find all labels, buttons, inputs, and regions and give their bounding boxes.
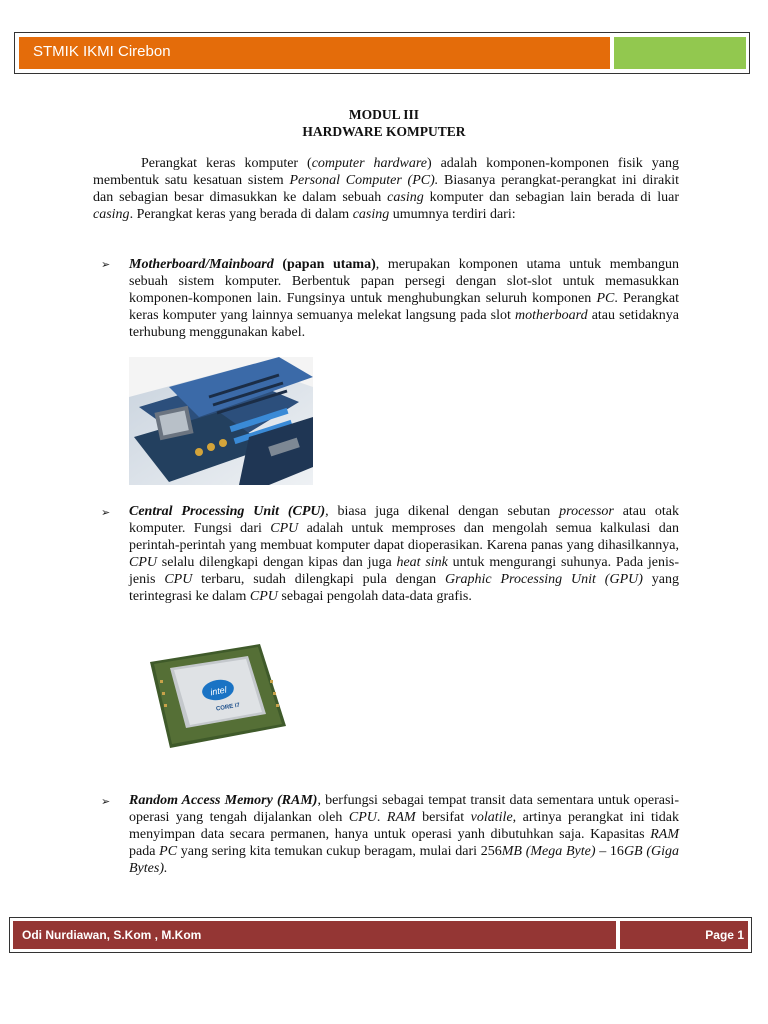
motherboard-image: [129, 357, 313, 485]
module-number: MODUL III: [348, 107, 420, 122]
intro-paragraph: Perangkat keras komputer (computer hardware) adalah komponen-komponen fisik yang membentuk satu kesatuan sistem Personal Computer (PC). Biasanya perangkat-perangkat ini dirakit dan sebagian besar dimasukkan ke dalam sebuah casing komputer dan sebagian lain berada di luar casing. Perangkat keras yang berada di dalam casing umumnya terdiri dari:: [93, 156, 679, 222]
footer-author: Odi Nurdiawan, S.Kom , M.Kom: [22, 928, 202, 942]
header-title: STMIK IKMI Cirebon: [33, 43, 171, 60]
ram-item: Random Access Memory (RAM), berfungsi sebagai tempat transit data sementara untuk operasi-operasi yang tengah dijalankan oleh CPU. RAM bersifat volatile, artinya perangkat ini tidak menyimpan data secara permanen, hanya untuk operasi yanh dibutuhkan saja. Kapasitas RAM pada PC yang sering kita temukan cukup beragam, mulai dari 256MB (Mega Byte) – 16GB (Giga Bytes).: [129, 793, 680, 876]
header-accent: [614, 37, 746, 69]
cpu-item: Central Processing Unit (CPU), biasa juga dikenal dengan sebutan processor atau otak komputer. Fungsi dari CPU adalah untuk memproses dan mengolah semua kalkulasi dan perintah-perintah yang membuat komputer dapat dioperasikan. Karena panas yang dihasilkannya, CPU selalu dilengkapi dengan kipas dan juga heat sink untuk mengurangi suhunya. Pada jenis-jenis CPU terbaru, sudah dilengkapi pula dengan Graphic Processing Unit (GPU) yang terintegrasi ke dalam CPU sebagai pengolah data-data grafis.: [129, 504, 679, 604]
page-number: Page 1: [705, 928, 744, 942]
bullet-arrow-icon: ➢: [101, 796, 111, 808]
cpu-image: [140, 640, 290, 752]
bullet-arrow-icon: ➢: [101, 259, 111, 271]
cpu-brand-text: intel: [209, 684, 228, 698]
bullet-arrow-icon: ➢: [101, 507, 111, 519]
motherboard-item: Motherboard/Mainboard (papan utama), merupakan komponen utama untuk membangun sebuah sistem komputer. Berbentuk papan persegi dengan slot-slot untuk memasukkan komponen-komponen lain. Fungsinya untuk menghubungkan seluruh komponen PC. Perangkat keras komputer yang lainnya semuanya melekat langsung pada slot motherboard atau setidaknya terhubung menggunakan kabel.: [129, 257, 680, 340]
cpu-model-text: CORE i7: [215, 702, 241, 713]
module-title: HARDWARE KOMPUTER: [302, 124, 466, 139]
